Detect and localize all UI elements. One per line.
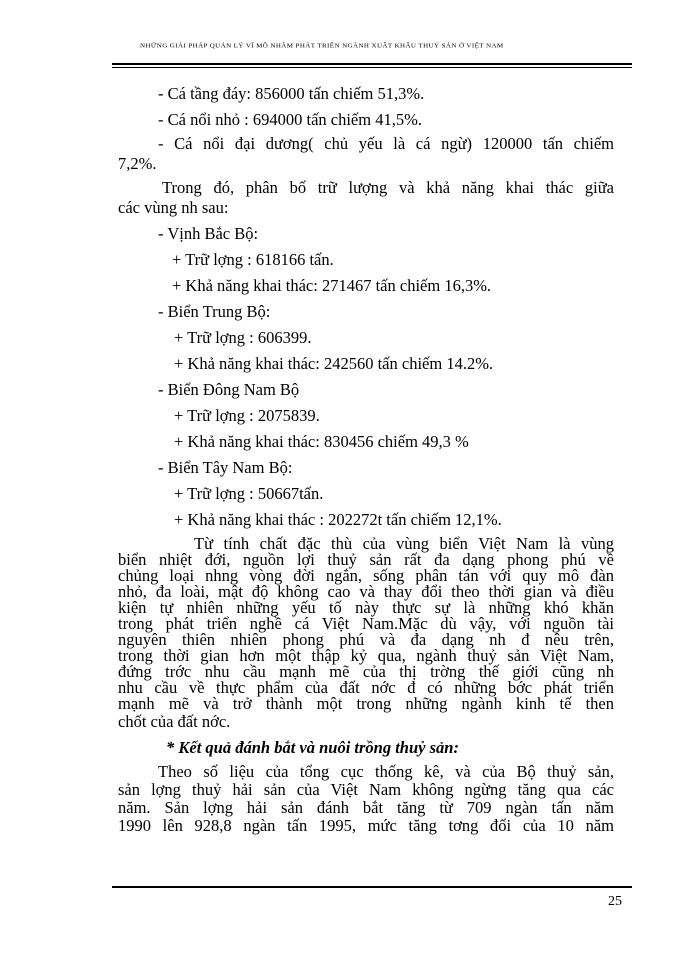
region-name: - Biển Đông Nam Bộ	[158, 380, 300, 399]
paragraph-line: trong thời gian hơn một thập kỷ qua, ngành thuỷ sản Việt Nam,	[118, 646, 614, 665]
region-name: - Vịnh Bắc Bộ:	[158, 224, 259, 243]
region-capacity: + Khả năng khai thác : 202272t tấn chiếm 12,1%.	[174, 510, 502, 529]
page-number: 25	[608, 894, 622, 909]
region-reserve: + Trữ lợng : 606399.	[174, 328, 312, 347]
region-reserve: + Trữ lợng : 618166 tấn.	[172, 250, 334, 269]
paragraph-line: chủng loại nhng vòng đời ngắn, sống phân tán với quy mô đàn	[118, 566, 614, 585]
species-line: - Cá nổi nhỏ : 694000 tấn chiếm 41,5%.	[158, 110, 422, 129]
paragraph-line: chốt của đất nớc.	[118, 712, 231, 731]
results-line: Theo số liệu của tổng cục thống kê, và của Bộ thuỷ sản,	[158, 762, 614, 781]
species-line: - Cá tầng đáy: 856000 tấn chiếm 51,3%.	[158, 84, 425, 103]
paragraph-line: kiện tự nhiên những yếu tố này thực sự là những khó khăn	[118, 598, 614, 617]
results-line: sản lợng thuỷ hải sản của Việt Nam không ngừng tăng qua các	[118, 780, 614, 799]
paragraph-line: mạnh mẽ và trở thành một trong những ngành kinh tế then	[118, 694, 614, 713]
region-capacity: + Khả năng khai thác: 271467 tấn chiếm 16,3%.	[172, 276, 492, 295]
region-name: - Biển Tây Nam Bộ:	[158, 458, 293, 477]
section-heading: * Kết quả đánh bắt và nuôi trồng thuỷ sản:	[166, 738, 459, 757]
footer-rule	[112, 886, 632, 888]
region-name: - Biển Trung Bộ:	[158, 302, 271, 321]
header-rule-thin	[112, 67, 632, 68]
distribution-intro-line: các vùng nh sau:	[118, 198, 229, 217]
paragraph-line: biển nhiệt đới, nguồn lợi thuỷ sản rất đa dạng phong phú về	[118, 550, 614, 569]
results-line: năm. Sản lợng hải sản đánh bắt tăng từ 709 ngàn tấn năm	[118, 798, 614, 817]
distribution-intro-line: Trong đó, phân bố trữ lượng và khả năng khai thác giữa	[162, 178, 614, 197]
species-line: - Cá nổi đại dương( chủ yếu là cá ngừ) 120000 tấn chiếm	[158, 134, 614, 153]
paragraph-line: Từ tính chất đặc thù của vùng biển Việt Nam là vùng	[194, 534, 614, 553]
paragraph-line: nhu cầu về thực phẩm của đất nớc đ có những bớc phát triển	[118, 678, 614, 697]
paragraph-line: đứng trớc nhu cầu mạnh mẽ của thị trờng thế giới cũng nh	[118, 662, 614, 681]
region-capacity: + Khả năng khai thác: 242560 tấn chiếm 14.2%.	[174, 354, 494, 373]
paragraph-line: nguyên thiên nhiên phong phú và đa dạng nh đ nêu trên,	[118, 630, 614, 649]
results-line: 1990 lên 928,8 ngàn tấn 1995, mức tăng tơng đối của 10 năm	[118, 816, 614, 835]
region-capacity: + Khả năng khai thác: 830456 chiếm 49,3 %	[174, 432, 469, 451]
region-reserve: + Trữ lợng : 2075839.	[174, 406, 320, 425]
species-line: 7,2%.	[118, 154, 157, 173]
paragraph-line: nhỏ, đa loài, mật độ không cao và thay đổi theo thời gian và điều	[118, 582, 614, 601]
paragraph-line: trong phát triển nghề cá Việt Nam.Mặc dù vậy, với nguồn tài	[118, 614, 614, 633]
region-reserve: + Trữ lợng : 50667tấn.	[174, 484, 324, 503]
running-header: NHỮNG GIẢI PHÁP QUẢN LÝ VĨ MÔ NHẰM PHÁT TRIỂN NGÀNH XUẤT KHẨU THUỶ SẢN Ở VIỆT NAM	[140, 42, 504, 50]
header-rule	[112, 63, 632, 65]
